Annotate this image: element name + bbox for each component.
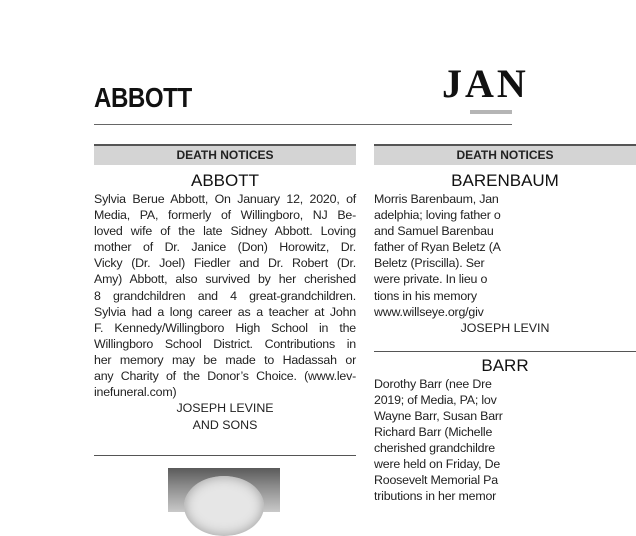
text-line: Sylvia Berue Abbott, On January 12, 2020, of — [94, 192, 356, 206]
text-line: F. Kennedy/Willingboro High School in the — [94, 320, 356, 335]
notice-divider-2 — [374, 351, 636, 352]
text-line: and Samuel Barenbau — [374, 224, 494, 239]
notice-name-barenbaum: BARENBAUM — [451, 171, 559, 190]
header-rule — [94, 124, 512, 125]
signoff-line-2: AND SONS — [192, 418, 258, 433]
text-line: were private. In lieu o — [374, 272, 488, 287]
notice-body-abbott — [94, 191, 356, 400]
text-line: mother of Dr. Janice (Don) Horowitz, Dr. — [94, 240, 356, 255]
text-line: Richard Barr (Michelle — [374, 425, 493, 440]
text-line: Amy) Abbott, also survived by her cherished — [94, 272, 356, 287]
text-line: inefuneral.com) — [94, 385, 177, 400]
text-line: Media, PA, formerly of Willingboro, NJ Be- — [94, 208, 356, 223]
section-band-death-notices-2: DEATH NOTICES — [374, 144, 636, 165]
text-line: Vicky (Dr. Joel) Fiedler and Dr. Robert (Dr. — [94, 256, 356, 271]
text-line: father of Ryan Beletz (A — [374, 240, 501, 255]
text-line: 8 grandchildren and 4 great-grandchildren. — [94, 288, 356, 303]
notice-divider — [94, 455, 356, 456]
text-line: Morris Barenbaum, Jan — [374, 192, 499, 206]
notice-name-barr: BARR — [481, 355, 529, 375]
section-band-death-notices: DEATH NOTICES — [94, 144, 356, 165]
text-line: Roosevelt Memorial Pa — [374, 473, 498, 488]
text-line: were held on Friday, De — [374, 457, 501, 472]
obituary-photo — [168, 468, 280, 512]
notice-name-abbott: ABBOTT — [190, 171, 259, 190]
text-line: cherished grandchildre — [374, 441, 495, 456]
masthead-underline — [470, 110, 512, 114]
text-line: any Charity of the Donor’s Choice. (www.lev- — [94, 369, 356, 384]
text-line: Wayne Barr, Susan Barr — [374, 408, 503, 423]
text-line: tions in his memory — [374, 288, 477, 303]
funeral-home-signoff — [94, 400, 356, 434]
signoff-line-1: JOSEPH LEVINE — [176, 401, 274, 416]
newspaper-masthead: JAN — [442, 61, 529, 106]
text-line: www.willseye.org/giv — [374, 304, 484, 319]
text-line: her memory may be made to Hadassah or — [94, 352, 356, 367]
funeral-home-signoff-2: JOSEPH LEVIN — [460, 320, 550, 335]
left-column — [94, 144, 356, 434]
text-line: Dorothy Barr (nee Dre — [374, 376, 492, 391]
right-column — [374, 144, 559, 505]
text-line: Beletz (Priscilla). Ser — [374, 256, 485, 271]
text-line: loved wife of the late Sidney Abbott. Loving — [94, 224, 356, 239]
text-line: tributions in her memor — [374, 489, 497, 504]
text-line: Willingboro School District. Contributions in — [94, 336, 356, 351]
page-header-title: ABBOTT — [94, 82, 192, 113]
text-line: 2019; of Media, PA; lov — [374, 392, 497, 407]
text-line: adelphia; loving father o — [374, 208, 501, 223]
notice-body-barenbaum — [374, 191, 636, 320]
photo-subject — [184, 476, 264, 536]
notice-body-barr — [374, 376, 636, 505]
text-line: Sylvia had a long career as a teacher at John — [94, 304, 356, 319]
